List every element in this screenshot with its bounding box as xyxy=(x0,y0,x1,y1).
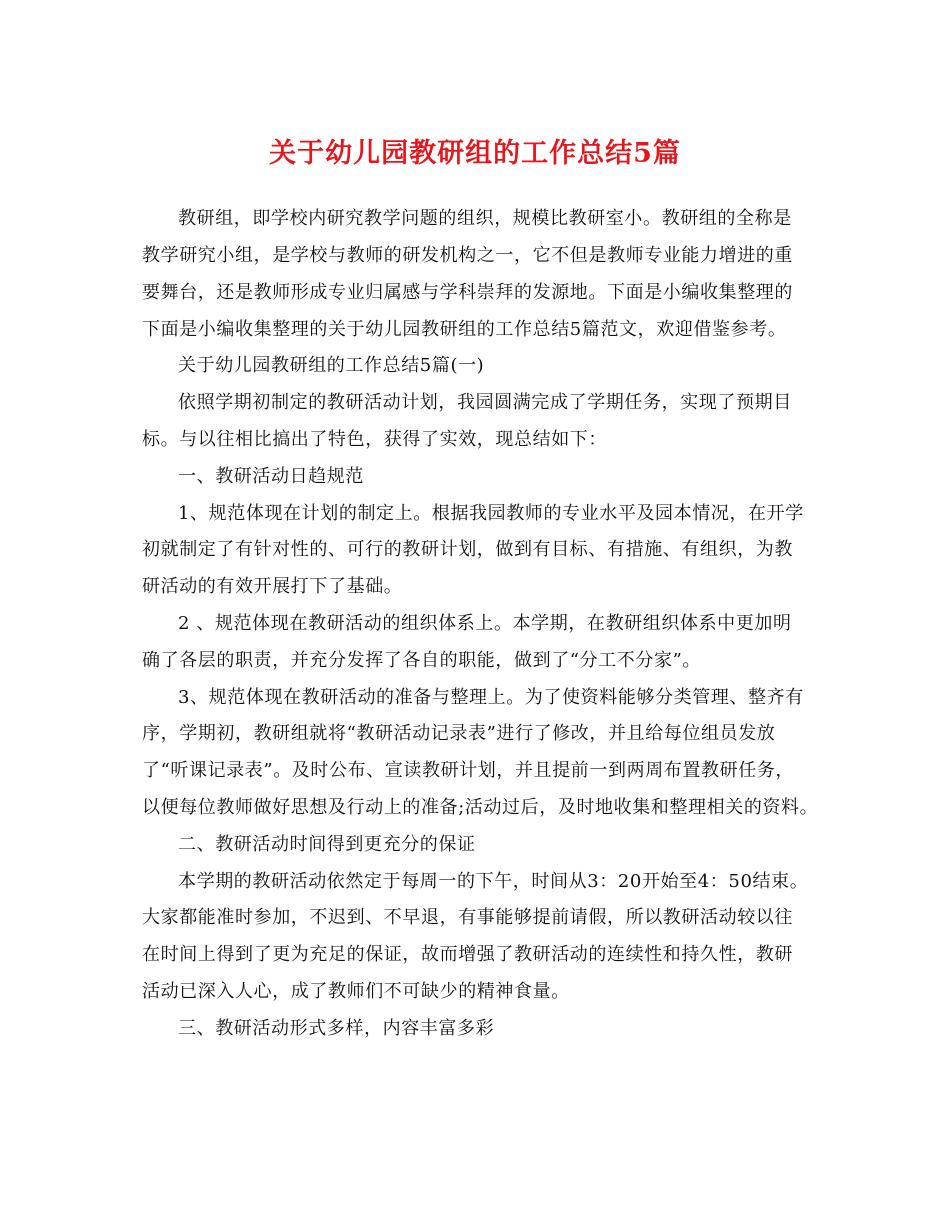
paragraph-line: 标。与以往相比搞出了特色，获得了实效，现总结如下： xyxy=(142,429,607,450)
section-heading: 关于幼儿园教研组的工作总结5篇(一) xyxy=(178,355,485,376)
paragraph-line: 活动已深入人心，成了教师们不可缺少的精神食量。 xyxy=(142,981,570,1002)
paragraph-line: 3、规范体现在教研活动的准备与整理上。为了使资料能够分类管理、整齐有 xyxy=(178,687,804,708)
section-heading: 三、教研活动形式多样，内容丰富多彩 xyxy=(178,1018,495,1039)
paragraph-line: 教研组，即学校内研究教学问题的组织，规模比教研室小。教研组的全称是 xyxy=(178,208,792,229)
paragraph-line: 确了各层的职责，并充分发挥了各自的职能，做到了“分工不分家”。 xyxy=(142,650,702,671)
paragraph-line: 初就制定了有针对性的、可行的教研计划，做到有目标、有措施、有组织，为教 xyxy=(142,539,793,560)
paragraph-line: 依照学期初制定的教研活动计划，我园圆满完成了学期任务，实现了预期目 xyxy=(178,392,792,413)
paragraph-line: 2 、规范体现在教研活动的组织体系上。本学期，在教研组织体系中更加明 xyxy=(178,613,792,634)
paragraph-line: 下面是小编收集整理的关于幼儿园教研组的工作总结5篇范文，欢迎借鉴参考。 xyxy=(142,319,787,340)
paragraph-line: 要舞台，还是教师形成专业归属感与学科崇拜的发源地。下面是小编收集整理的 xyxy=(142,282,793,303)
paragraph-line: 教学研究小组，是学校与教师的研发机构之一，它不但是教师专业能力增进的重 xyxy=(142,245,793,266)
section-heading: 一、教研活动日趋规范 xyxy=(178,466,364,487)
paragraph-line: 大家都能准时参加，不迟到、不早退，有事能够提前请假，所以教研活动较以往 xyxy=(142,907,793,928)
section-heading: 二、教研活动时间得到更充分的保证 xyxy=(178,834,476,855)
paragraph-line: 1、规范体现在计划的制定上。根据我园教师的专业水平及园本情况，在开学 xyxy=(178,503,804,524)
paragraph-line: 以便每位教师做好思想及行动上的准备;活动过后，及时地收集和整理相关的资料。 xyxy=(142,797,819,818)
paragraph-line: 研活动的有效开展打下了基础。 xyxy=(142,576,403,597)
paragraph-line: 了“听课记录表”。及时公布、宣读教研计划，并且提前一到两周布置教研任务， xyxy=(142,760,795,781)
paragraph-line: 在时间上得到了更为充足的保证，故而增强了教研活动的连续性和持久性，教研 xyxy=(142,944,793,965)
document-title: 关于幼儿园教研组的工作总结5篇 xyxy=(269,138,681,169)
paragraph-line: 序，学期初，教研组就将“教研活动记录表”进行了修改，并且给每位组员发放 xyxy=(142,723,776,744)
paragraph-line: 本学期的教研活动依然定于每周一的下午，时间从3：20开始至4：50结束。 xyxy=(178,871,809,892)
